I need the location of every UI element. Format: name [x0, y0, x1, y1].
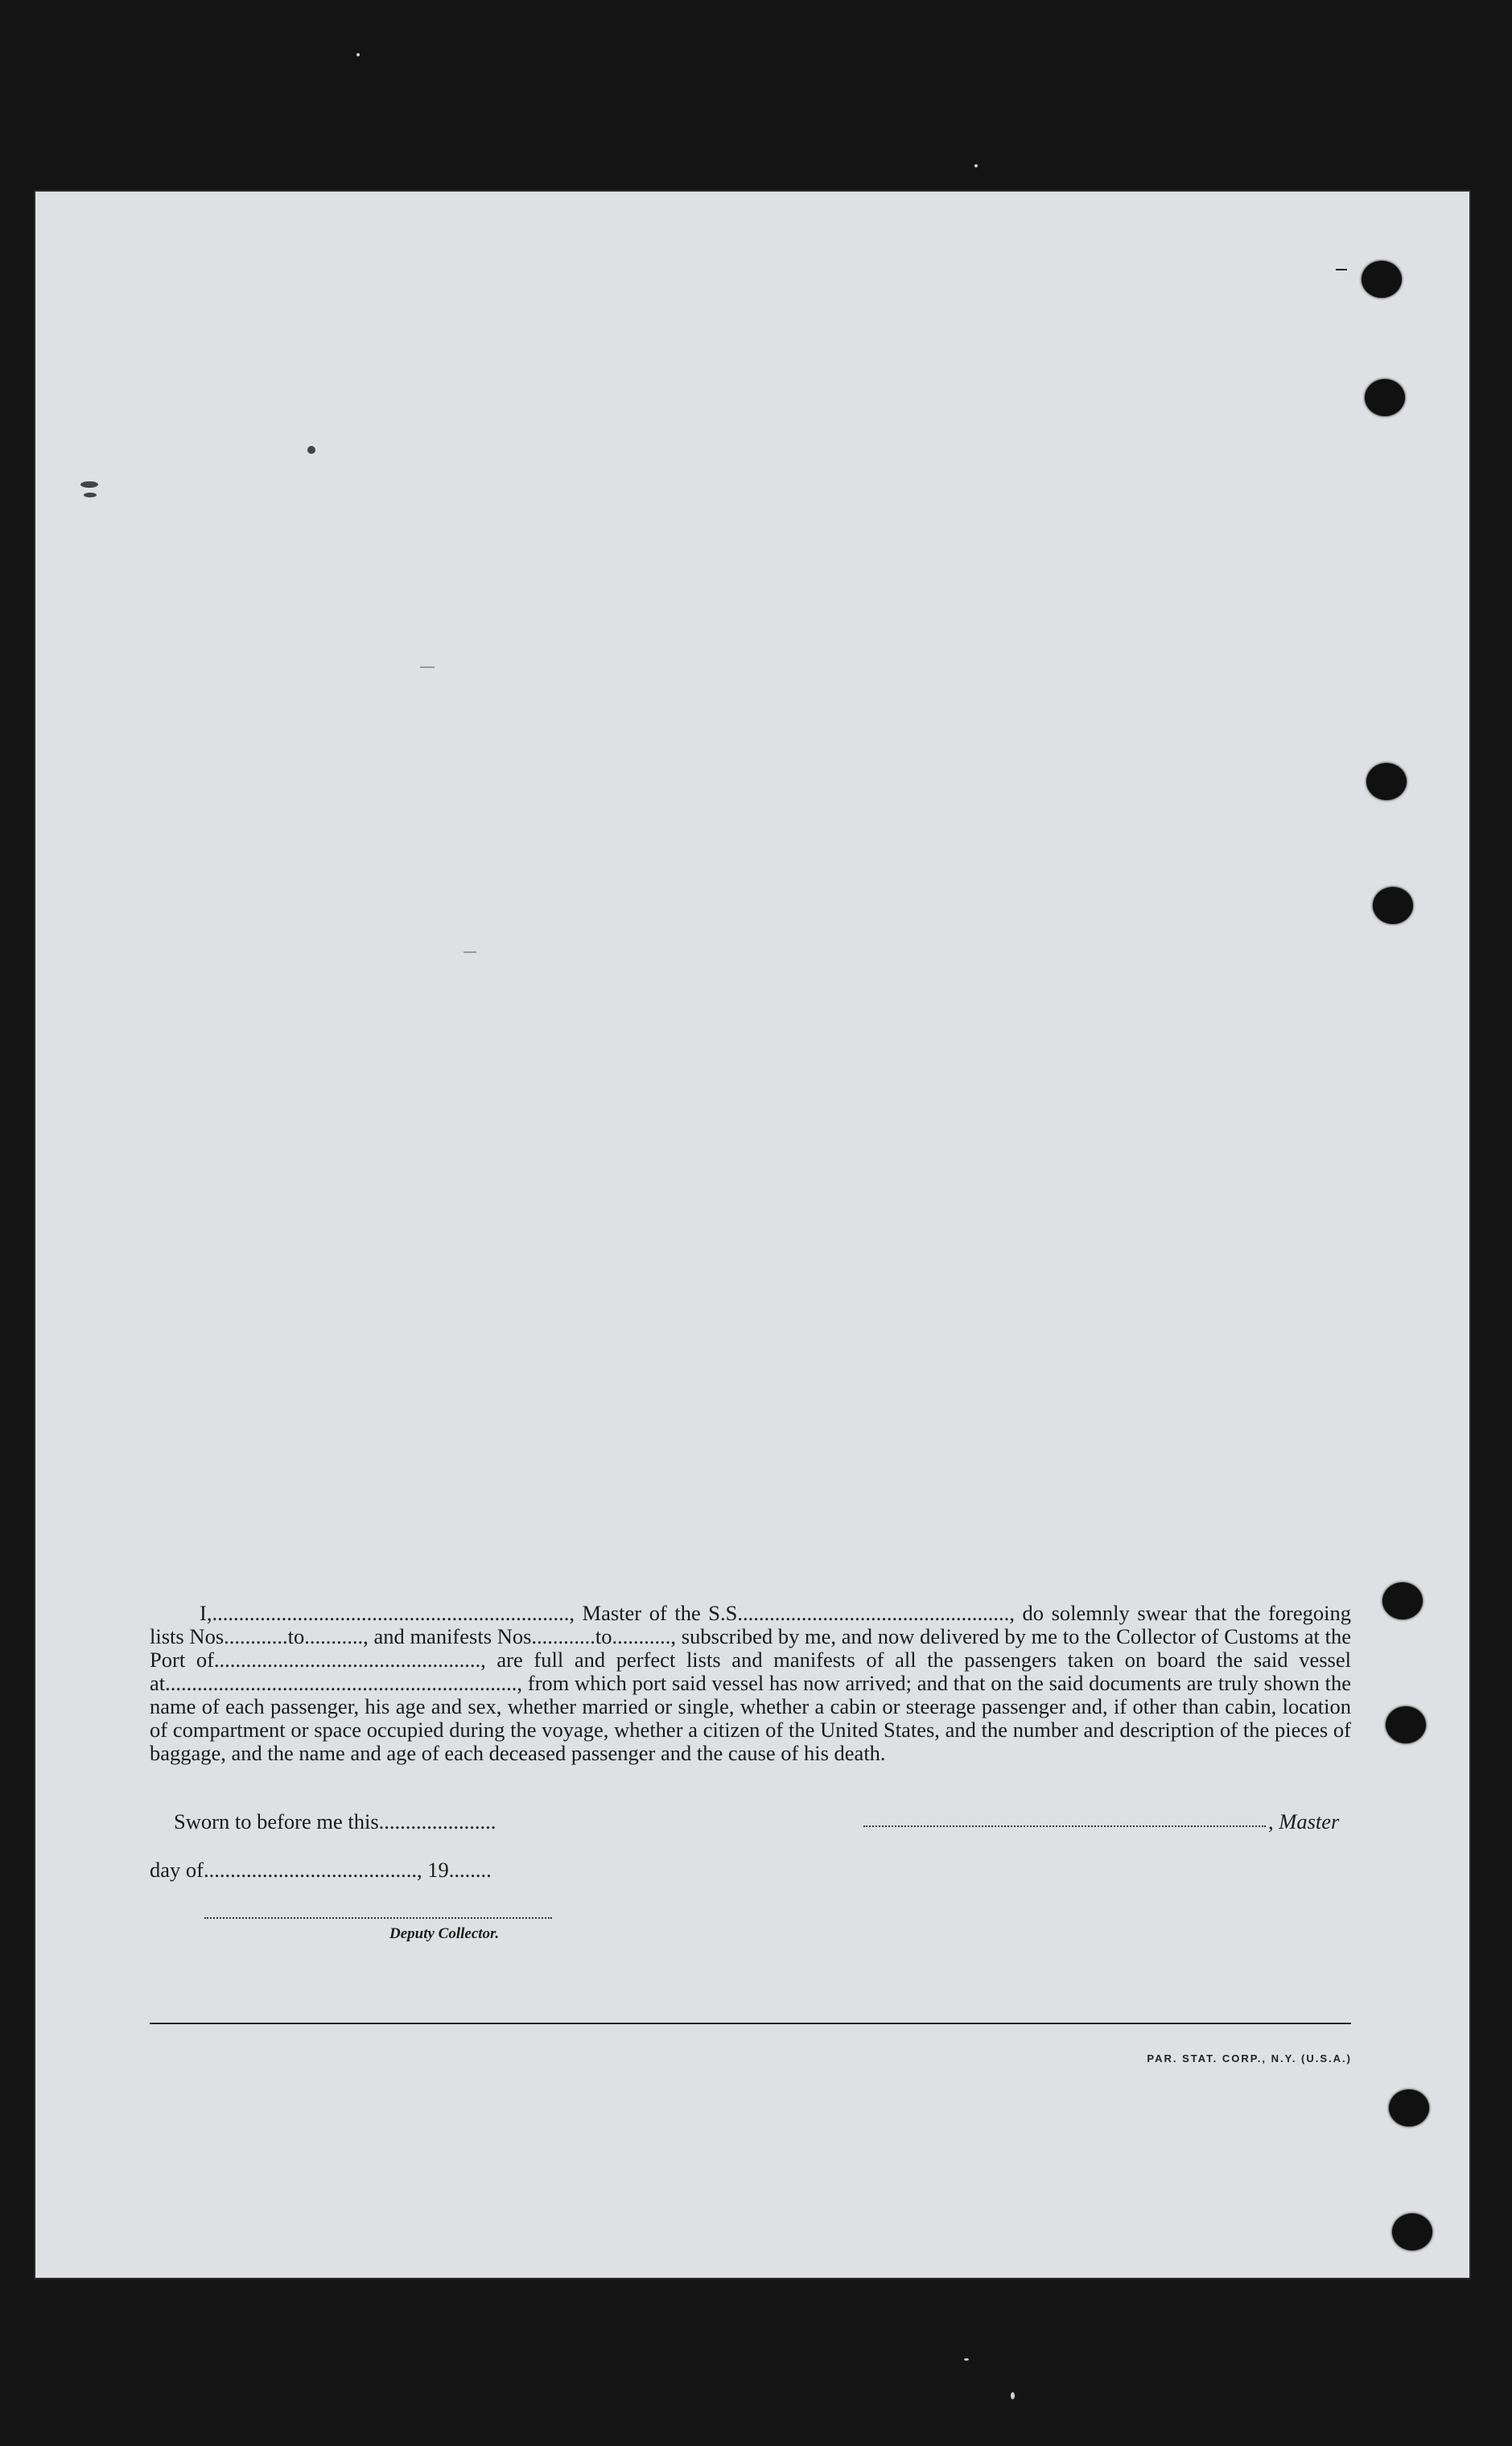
scan-speck [1011, 2392, 1015, 2399]
scan-speck [974, 164, 978, 167]
faint-mark [1336, 269, 1347, 270]
punch-hole [1382, 1582, 1423, 1619]
day-line [150, 1858, 492, 1883]
punch-hole [1386, 1706, 1426, 1743]
sworn-line [174, 1809, 496, 1834]
faint-mark [463, 951, 476, 953]
punch-hole [1373, 887, 1413, 924]
master-signature-line [863, 1825, 1266, 1827]
punch-hole [1365, 379, 1405, 416]
faint-mark [420, 666, 435, 668]
ink-smudge [84, 493, 97, 497]
master-signature: , Master [1268, 1809, 1340, 1833]
oath-text: I,..................................................................., Master of the S.S..................................................., do solemnly swear that the foregoing lists Nos............to..........., and manifests Nos............to..........., subscribed by me, and now delivered by me to the Collector of Customs at the Port of.................................................., are full and perfect lists and manifests of all the passengers taken on board the said vessel at.................................................................., from which port said vessel has now arrived; and that on the said documents are truly shown the name of each passenger, his age and sex, whether married or single, whether a cabin or steerage passenger and, if other than cabin, location of compartment or space occupied during the voyage, whether a citizen of the United States, and the number and description of the pieces of baggage, and the name and age of each deceased passenger and the cause of his death. [150, 1601, 1351, 1765]
deputy-collector-label: Deputy Collector. [389, 1925, 500, 1942]
punch-hole [1366, 763, 1407, 800]
sworn-label: Sworn to before me this...................... [174, 1809, 496, 1833]
ink-dot [307, 446, 315, 454]
punch-hole [1389, 2089, 1429, 2126]
punch-hole [1362, 261, 1402, 298]
ink-smudge [80, 481, 98, 488]
footer-rule [150, 2023, 1351, 2024]
manifest-back-page [34, 190, 1471, 2279]
day-label: day of........................................, 19........ [150, 1858, 492, 1882]
oath-paragraph [150, 1602, 1351, 1765]
master-label: Master [1279, 1809, 1340, 1833]
deputy-signature-line [204, 1917, 552, 1919]
punch-hole [1392, 2213, 1432, 2250]
printer-imprint: PAR. STAT. CORP., N.Y. (U.S.A.) [1147, 2052, 1352, 2064]
scan-speck [964, 2358, 969, 2361]
scan-speck [356, 53, 360, 56]
